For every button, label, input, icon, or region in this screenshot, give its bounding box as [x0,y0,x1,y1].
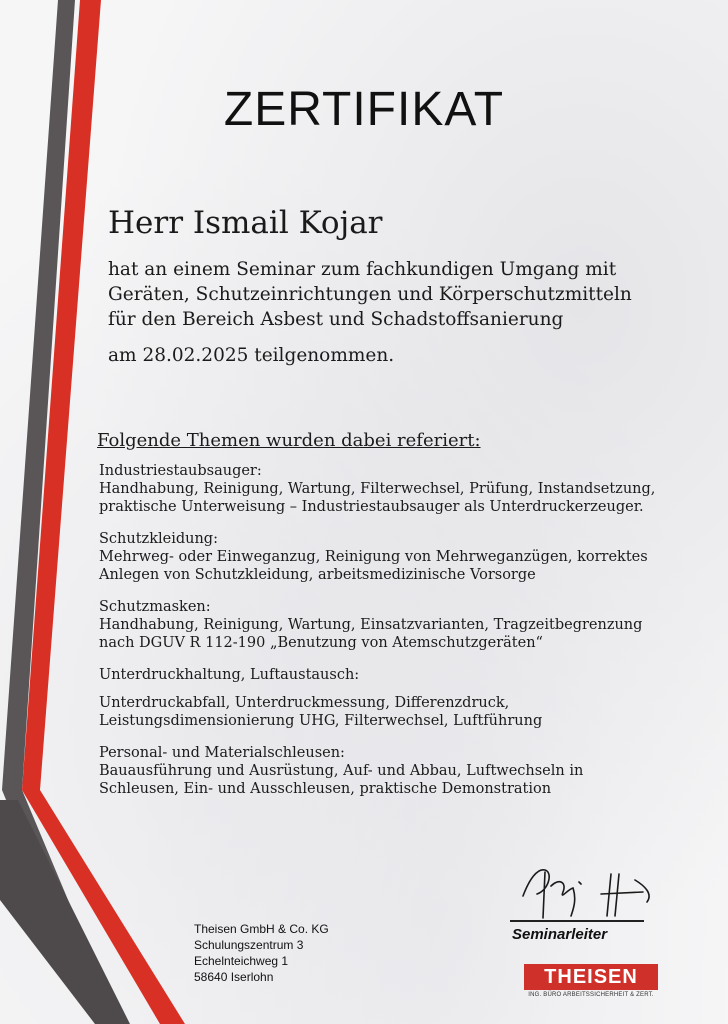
signature-line [510,920,644,922]
topic-item [99,744,709,798]
topic-line: Anlegen von Schutzkleidung, arbeitsmedizinische Vorsorge [99,567,536,583]
intro-line: Geräten, Schutzeinrichtungen und Körperschutzmitteln [108,284,632,305]
topic-title: Personal- und Materialschleusen: [99,745,345,761]
signature-caption: Seminarleiter [512,926,608,943]
topic-line: nach DGUV R 112-190 „Benutzung von Atemschutzgeräten“ [99,635,543,651]
intro-text [108,257,708,332]
certificate-title: ZERTIFIKAT [223,83,505,136]
intro-line: für den Bereich Asbest und Schadstoffsanierung [108,309,564,330]
training-center: Schulungszentrum 3 [194,938,304,952]
topic-title: Schutzkleidung: [99,531,218,547]
topic-title: Unterdruckhaltung, Luftaustausch: [99,667,360,683]
logo-tagline: ING. BÜRO ARBEITSSICHERHEIT & ZERT. [528,992,654,998]
company-name: Theisen GmbH & Co. KG [194,922,329,936]
company-address [194,921,329,985]
street-address: Echelnteichweg 1 [194,954,289,968]
topic-line: Unterdruckabfall, Unterdruckmessung, Differenzdruck, [99,695,510,711]
topic-line: Mehrweg- oder Einweganzug, Reinigung von Mehrweganzügen, korrektes [99,549,648,565]
recipient-name: Herr Ismail Kojar [108,205,383,241]
topic-line: praktische Unterweisung – Industriestaubsauger als Unterdruckerzeuger. [99,499,644,515]
intro-line: hat an einem Seminar zum fachkundigen Umgang mit [108,259,617,280]
city-address: 58640 Iserlohn [194,970,274,984]
topics-heading: Folgende Themen wurden dabei referiert: [97,430,481,451]
topic-line: Schleusen, Ein- und Ausschleusen, praktische Demonstration [99,781,552,797]
topics-list [99,462,709,812]
topic-item [99,462,709,516]
topic-line: Bauausführung und Ausrüstung, Auf- und Abbau, Luftwechseln in [99,763,584,779]
company-logo [516,964,666,1004]
topic-title: Industriestaubsauger: [99,463,262,479]
participation-date: am 28.02.2025 teilgenommen. [108,345,395,366]
topic-line: Leistungsdimensionierung UHG, Filterwechsel, Luftführung [99,713,543,729]
handwritten-signature [515,860,665,922]
logo-wordmark: THEISEN [524,964,658,990]
topic-line: Handhabung, Reinigung, Wartung, Filterwechsel, Prüfung, Instandsetzung, [99,481,656,497]
topic-item [99,598,709,652]
topic-title: Schutzmasken: [99,599,211,615]
topic-item [99,666,709,730]
topic-line: Handhabung, Reinigung, Wartung, Einsatzvarianten, Tragzeitbegrenzung [99,617,643,633]
topic-item [99,530,709,584]
